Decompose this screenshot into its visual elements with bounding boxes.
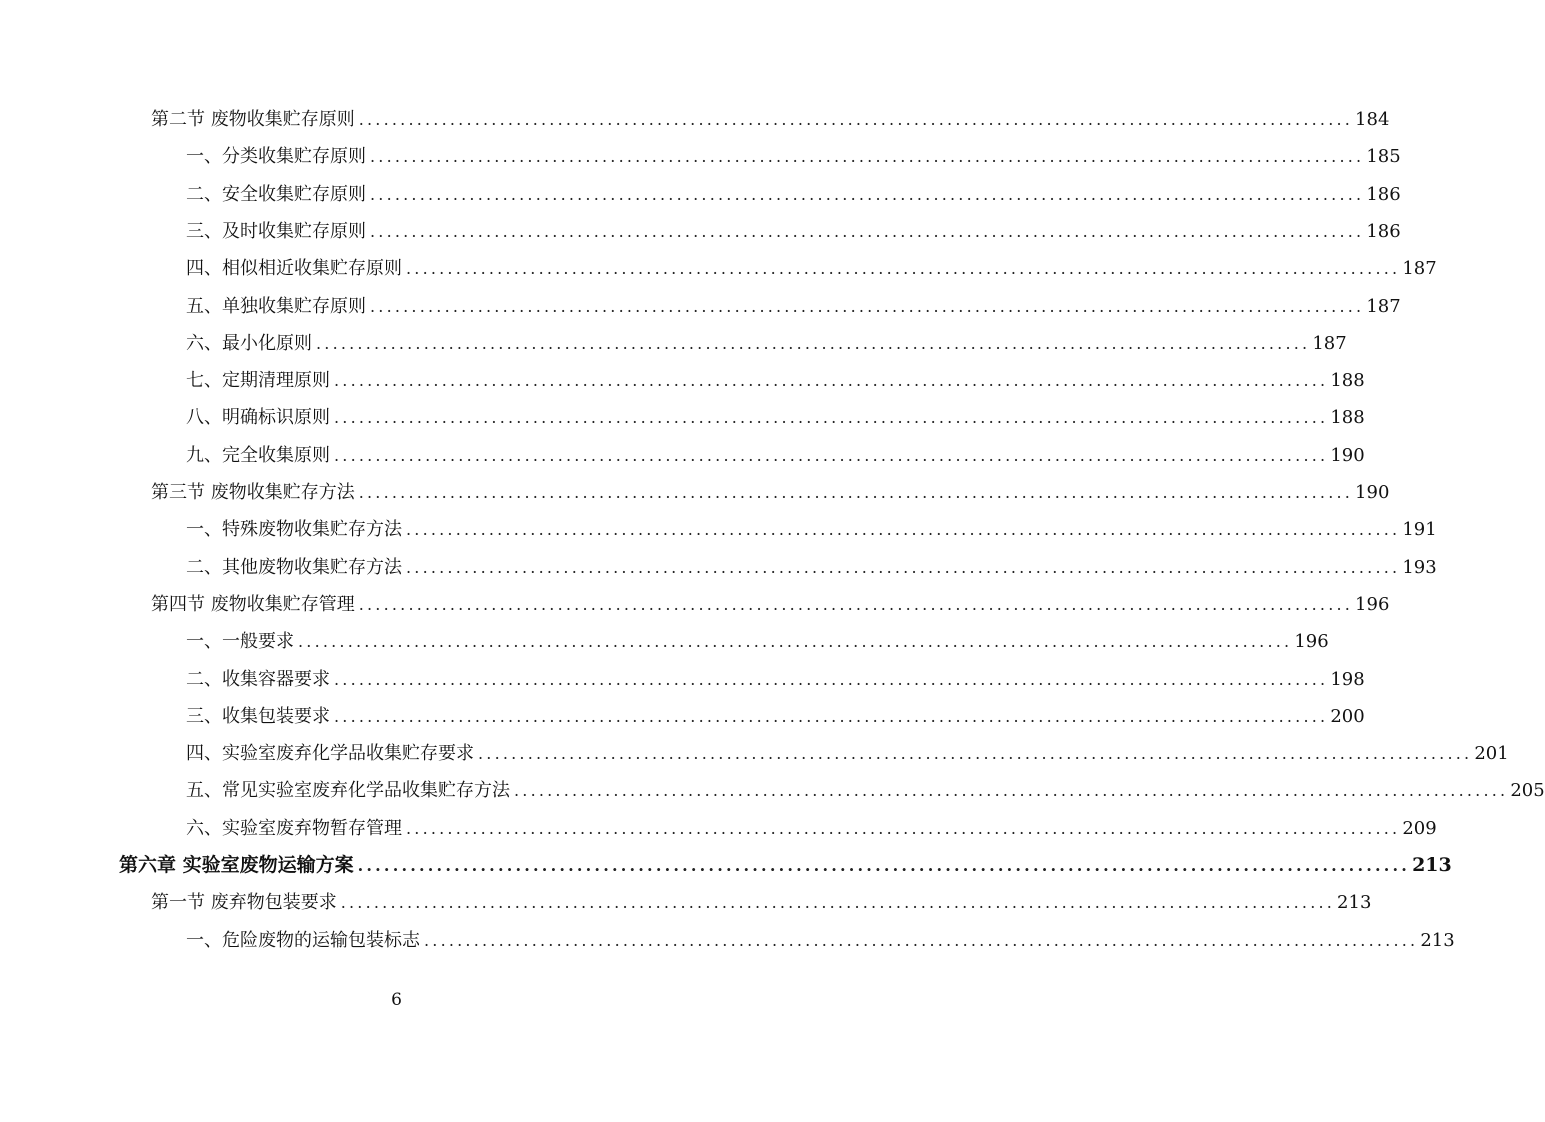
- toc-entry-title: 五、单独收集贮存原则: [186, 295, 366, 317]
- toc-entry[interactable]: [186, 922, 1455, 959]
- toc-entry-page: 209: [1402, 817, 1437, 839]
- toc-entry[interactable]: [186, 437, 1365, 474]
- toc-leader-dots: ........................................................................................................................: [358, 110, 1354, 129]
- toc-leader-dots: ........................................................................................................................: [357, 856, 1411, 875]
- toc-entry-page: 188: [1330, 407, 1365, 429]
- toc-leader-dots: ........................................................................................................................: [424, 930, 1419, 950]
- toc-entry-page: 191: [1402, 519, 1437, 541]
- toc-entry-page: 185: [1366, 146, 1401, 168]
- toc-entry-title: 四、相似相近收集贮存原则: [186, 258, 402, 280]
- toc-leader-dots: ........................................................................................................................: [334, 669, 1329, 689]
- toc-leader-dots: ........................................................................................................................: [406, 520, 1401, 540]
- toc-entry-title: 第六章 实验室废物运输方案: [119, 854, 354, 876]
- toc-leader-dots: ........................................................................................................................: [358, 594, 1354, 614]
- toc-entry-title: 六、最小化原则: [186, 332, 312, 354]
- toc-entry[interactable]: [186, 362, 1365, 399]
- toc-entry[interactable]: [186, 325, 1347, 362]
- toc-entry-page: 196: [1355, 593, 1390, 615]
- toc-entry-page: 213: [1337, 892, 1372, 914]
- toc-entry-page: 200: [1330, 705, 1365, 727]
- toc-leader-dots: ........................................................................................................................: [406, 259, 1401, 279]
- toc-entry[interactable]: [151, 101, 1390, 138]
- toc-entry-title: 二、收集容器要求: [186, 668, 330, 690]
- toc-entry[interactable]: [186, 772, 1545, 809]
- toc-entry-title: 二、安全收集贮存原则: [186, 183, 366, 205]
- toc-leader-dots: ........................................................................................................................: [370, 296, 1365, 316]
- toc-entry-title: 六、实验室废弃物暂存管理: [186, 817, 402, 839]
- toc-entry-title: 九、完全收集原则: [186, 444, 330, 466]
- toc-entry[interactable]: [186, 735, 1509, 772]
- toc-entry-title: 第四节 废物收集贮存管理: [151, 593, 355, 615]
- toc-entry-page: 188: [1330, 370, 1365, 392]
- toc-entry-page: 184: [1355, 109, 1390, 130]
- toc-entry-page: 190: [1330, 444, 1365, 466]
- toc-entry-title: 七、定期清理原则: [186, 370, 330, 392]
- toc-entry-title: 一、一般要求: [186, 631, 294, 653]
- toc-entry[interactable]: [186, 511, 1437, 548]
- toc-leader-dots: ........................................................................................................................: [316, 333, 1311, 353]
- toc-entry[interactable]: [186, 698, 1365, 735]
- toc-entry-page: 186: [1366, 220, 1401, 242]
- toc-entry-page: 213: [1412, 854, 1452, 876]
- toc-entry-title: 四、实验室废弃化学品收集贮存要求: [186, 743, 474, 765]
- toc-entry[interactable]: [186, 623, 1329, 660]
- toc-entry[interactable]: [151, 586, 1390, 623]
- page-number: 6: [391, 990, 402, 1010]
- toc-leader-dots: ........................................................................................................................: [478, 744, 1473, 764]
- toc-entry-page: 213: [1420, 929, 1455, 951]
- toc-leader-dots: ........................................................................................................................: [406, 557, 1401, 577]
- toc-entry-title: 第二节 废物收集贮存原则: [151, 109, 355, 130]
- toc-leader-dots: ........................................................................................................................: [370, 221, 1365, 241]
- toc-entry[interactable]: [151, 884, 1372, 921]
- toc-leader-dots: ........................................................................................................................: [370, 184, 1365, 204]
- toc-leader-dots: ........................................................................................................................: [358, 483, 1354, 502]
- toc-leader-dots: ........................................................................................................................: [334, 445, 1329, 465]
- toc-entry[interactable]: [186, 810, 1437, 847]
- toc-entry-page: 187: [1312, 332, 1347, 354]
- toc-entry[interactable]: [186, 549, 1437, 586]
- toc-entry-page: 187: [1402, 258, 1437, 280]
- toc-leader-dots: ........................................................................................................................: [370, 147, 1365, 167]
- toc-entry-title: 第三节 废物收集贮存方法: [151, 482, 355, 503]
- toc-entry-page: 201: [1474, 743, 1509, 765]
- toc-entry-title: 二、其他废物收集贮存方法: [186, 556, 402, 578]
- toc-leader-dots: ........................................................................................................................: [514, 781, 1509, 801]
- toc-entry-page: 196: [1294, 631, 1329, 653]
- toc-leader-dots: ........................................................................................................................: [334, 408, 1329, 428]
- toc-entry-title: 一、分类收集贮存原则: [186, 146, 366, 168]
- toc-entry-title: 一、特殊废物收集贮存方法: [186, 519, 402, 541]
- toc-entry-title: 第一节 废弃物包装要求: [151, 892, 337, 914]
- toc-entry-page: 190: [1355, 482, 1390, 503]
- toc-entry[interactable]: [186, 250, 1437, 287]
- toc-entry-page: 193: [1402, 556, 1437, 578]
- toc-entry-title: 三、收集包装要求: [186, 705, 330, 727]
- toc-entry-page: 205: [1510, 780, 1545, 802]
- toc-leader-dots: ........................................................................................................................: [340, 893, 1336, 913]
- toc-entry[interactable]: [186, 288, 1401, 325]
- toc-entry[interactable]: [186, 661, 1365, 698]
- toc-leader-dots: ........................................................................................................................: [334, 371, 1329, 391]
- toc-entry[interactable]: [186, 213, 1401, 250]
- toc-leader-dots: ........................................................................................................................: [298, 632, 1293, 652]
- toc-entry-title: 八、明确标识原则: [186, 407, 330, 429]
- toc-entry-page: 187: [1366, 295, 1401, 317]
- toc-entry[interactable]: [186, 176, 1401, 213]
- toc-entry[interactable]: [151, 474, 1390, 511]
- toc-leader-dots: ........................................................................................................................: [406, 818, 1401, 838]
- toc-entry-title: 五、常见实验室废弃化学品收集贮存方法: [186, 780, 510, 802]
- toc-entry-page: 198: [1330, 668, 1365, 690]
- toc-entry[interactable]: [119, 847, 1452, 884]
- toc-leader-dots: ........................................................................................................................: [334, 706, 1329, 726]
- toc-entry[interactable]: [186, 138, 1401, 175]
- toc-entry[interactable]: [186, 399, 1365, 436]
- toc-entry-title: 三、及时收集贮存原则: [186, 220, 366, 242]
- toc-entry-page: 186: [1366, 183, 1401, 205]
- toc-entry-title: 一、危险废物的运输包装标志: [186, 929, 420, 951]
